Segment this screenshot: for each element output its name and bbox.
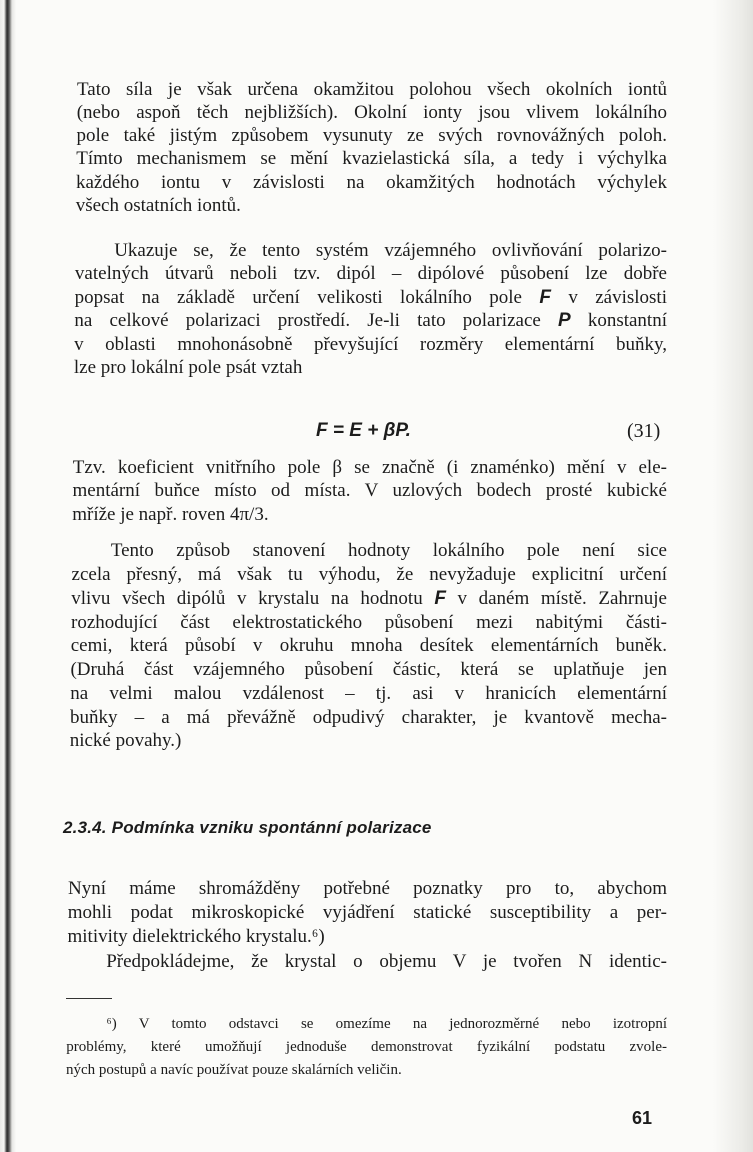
text-line bbox=[76, 171, 667, 195]
text-segment: v oblasti mnohonásobně převyšující rozměry elementární buňky, bbox=[74, 334, 667, 355]
footnote-line bbox=[107, 1014, 667, 1034]
text-segment: popsat na základě určení velikosti lokálního pole bbox=[74, 287, 540, 308]
text-line bbox=[114, 239, 667, 263]
scan-right-shadow bbox=[713, 0, 753, 1152]
math-symbol: F bbox=[434, 588, 446, 609]
text-line bbox=[74, 333, 667, 357]
text-line bbox=[67, 925, 667, 949]
text-line bbox=[72, 563, 667, 587]
text-line bbox=[76, 147, 667, 171]
footnote-divider bbox=[66, 998, 112, 999]
text-segment: každého iontu v závislosti na okamžitých hodnotách výchylek bbox=[75, 172, 667, 193]
text-line bbox=[72, 479, 667, 503]
text-segment: Předpokládejme, že krystal o objemu V je tvořen N identic- bbox=[106, 951, 667, 972]
text-segment: mříže je např. roven 4π/3. bbox=[72, 504, 269, 525]
text-line bbox=[76, 124, 667, 148]
text-segment: konstantní bbox=[570, 310, 667, 331]
text-line bbox=[111, 539, 667, 563]
text-line bbox=[68, 877, 667, 901]
text-segment: nické povahy.) bbox=[69, 730, 182, 751]
text-line bbox=[74, 356, 667, 380]
text-segment: cemi, která působí v okruhu mnoha desítek elementárních buněk. bbox=[70, 635, 667, 656]
text-segment: Tato síla je však určena okamžitou polohou všech okolních iontů bbox=[77, 79, 667, 100]
text-segment: Nyní máme shromážděny potřebné poznatky pro to, abychom bbox=[68, 878, 667, 899]
text-segment: Tímto mechanismem se mění kvazielastická síla, a tedy i výchylka bbox=[76, 148, 667, 169]
text-line bbox=[74, 309, 667, 333]
text-line bbox=[75, 286, 667, 310]
text-segment: vlivu všech dipólů v krystalu na hodnotu bbox=[71, 588, 435, 609]
text-segment: ných postupů a navíc používat pouze skalárních veličin. bbox=[66, 1062, 402, 1078]
text-segment: mohli podat mikroskopické vyjádření statické susceptibility a per- bbox=[67, 902, 667, 923]
text-line bbox=[106, 950, 667, 974]
text-segment: problémy, které umožňují jednoduše demonstrovat fyzikální podstatu zvole- bbox=[66, 1039, 667, 1055]
text-segment: vatelných útvarů neboli tzv. dipól – dipólové působení lze dobře bbox=[74, 263, 667, 284]
text-segment: mentární buňce místo od místa. V uzlových bodech prosté kubické bbox=[72, 480, 667, 501]
text-segment: všech ostatních iontů. bbox=[75, 195, 241, 216]
footnote-line bbox=[66, 1037, 667, 1057]
text-segment: v závislosti bbox=[550, 287, 667, 308]
text-line bbox=[77, 78, 667, 102]
text-segment: lze pro lokální pole psát vztah bbox=[73, 357, 303, 378]
equation-31 bbox=[316, 420, 411, 442]
text-segment: Tento způsob stanovení hodnoty lokálního pole není sice bbox=[110, 540, 667, 561]
text-segment: Ukazuje se, že tento systém vzájemného ovlivňování polarizo- bbox=[114, 240, 667, 261]
text-line bbox=[70, 706, 667, 730]
page-number: 61 bbox=[632, 1108, 653, 1128]
text-segment: mitivity dielektrického krystalu.⁶) bbox=[67, 926, 325, 947]
footnote-line bbox=[66, 1060, 667, 1080]
math-symbol: P bbox=[557, 310, 571, 331]
text-segment: zcela přesný, má však tu výhodu, že nevyžaduje explicitní určení bbox=[71, 564, 667, 585]
math-symbol: F bbox=[539, 287, 551, 308]
text-line bbox=[70, 729, 667, 753]
text-segment: buňky – a má převážně odpudivý charakter, je kvantově mecha- bbox=[69, 707, 667, 728]
text-segment: Tzv. koeficient vnitřního pole β se značně (i znaménko) mění v ele- bbox=[72, 457, 667, 478]
section-heading: 2.3.4. Podmínka vzniku spontánní polarizace bbox=[63, 818, 432, 837]
text-segment: (nebo aspoň těch nejbližších). Okolní ionty jsou vlivem lokálního bbox=[76, 102, 667, 123]
text-line bbox=[71, 611, 667, 635]
text-line bbox=[72, 503, 667, 527]
text-line bbox=[71, 587, 667, 611]
text-line bbox=[71, 634, 667, 658]
text-segment: v daném místě. Zahrnuje bbox=[445, 588, 667, 609]
text-segment: rozhodující část elektrostatického působení mezi nabitými části- bbox=[71, 612, 667, 633]
text-segment: (Druhá část vzájemného působení částic, která se uplatňuje jen bbox=[70, 659, 667, 680]
text-line bbox=[70, 682, 667, 706]
text-line bbox=[77, 101, 667, 125]
equation-text: F = E + βP. bbox=[316, 420, 411, 441]
text-line bbox=[76, 194, 667, 218]
text-segment: ⁶) V tomto odstavci se omezíme na jednorozměrné nebo izotropní bbox=[106, 1016, 667, 1032]
text-line bbox=[73, 456, 667, 480]
text-segment: pole také jistým způsobem vysunuty ze svých rovnovážných poloh. bbox=[76, 125, 667, 146]
text-line bbox=[68, 901, 667, 925]
text-line bbox=[75, 262, 667, 286]
text-segment: na celkové polarizaci prostředí. Je-li tato polarizace bbox=[74, 310, 558, 331]
text-line bbox=[70, 658, 667, 682]
scan-left-edge bbox=[0, 0, 16, 1152]
equation-number: (31) bbox=[627, 420, 661, 442]
text-segment: na velmi malou vzdálenost – tj. asi v hranicích elementární bbox=[70, 683, 667, 704]
